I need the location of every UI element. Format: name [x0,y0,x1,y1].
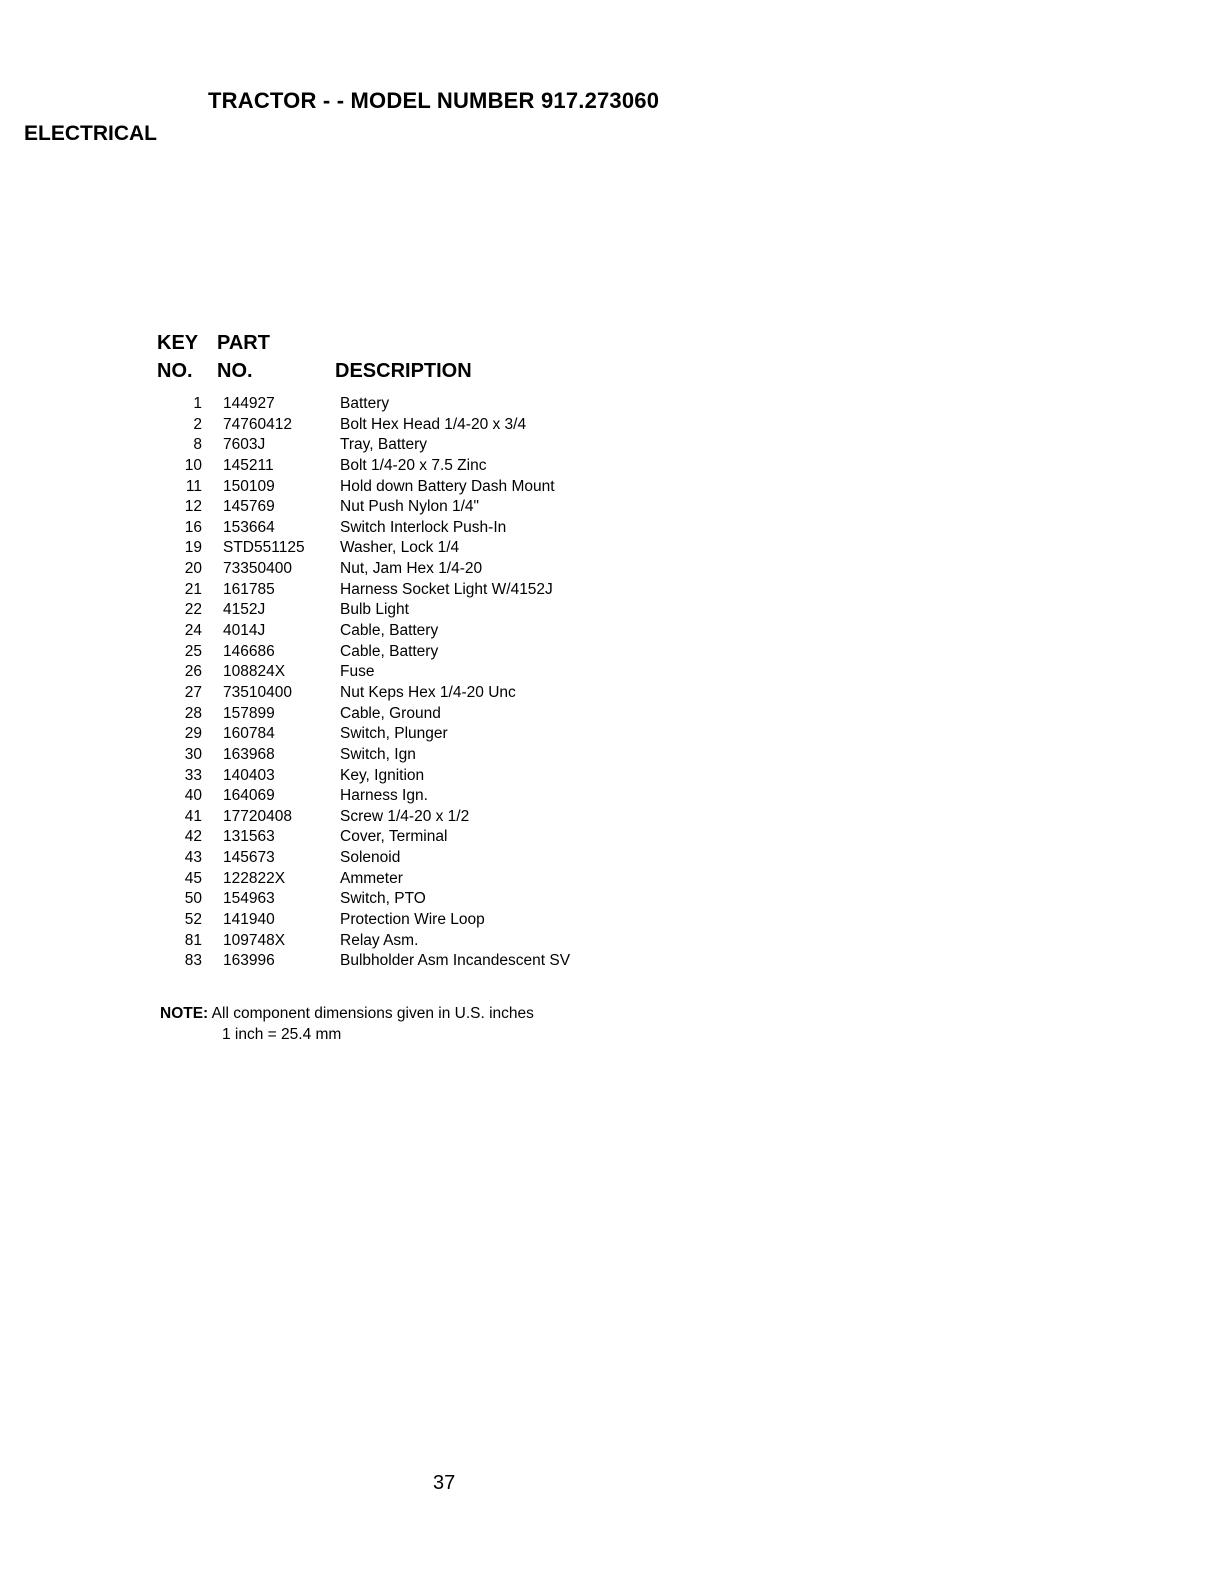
key-no-cell: 42 [184,828,202,846]
description-cell: Nut, Jam Hex 1/4-20 [340,560,483,578]
description-cell: Battery [340,395,390,412]
key-no-cell: 30 [184,745,202,763]
description-cell: Tray, Battery [340,436,427,454]
description-cell: Fuse [340,663,375,681]
part-no-cell: 73510400 [223,683,292,701]
description-cell: Screw 1/4-20 x 1/2 [340,807,470,825]
key-no-cell: 24 [184,622,202,640]
description-cell: Cable, Battery [340,622,439,640]
description-cell: Protection Wire Loop [340,911,485,929]
description-cell: Nut Push Nylon 1/4" [340,498,480,516]
part-no-cell: 74760412 [223,415,292,433]
note-line1 [160,1003,534,1024]
key-no-cell: 22 [184,601,202,619]
key-no-cell: 45 [184,869,202,887]
key-no-header-line2: NO. [157,360,193,382]
table-row [0,394,700,415]
description-cell: Ammeter [340,869,403,887]
key-no-cell: 2 [193,415,202,433]
table-row [0,662,700,683]
key-no-cell: 81 [184,931,202,949]
page-title: TRACTOR - - MODEL NUMBER 917.273060 [208,88,660,113]
key-no-cell: 41 [184,807,202,825]
table-row [0,745,700,766]
table-row [0,415,700,436]
description-cell: Switch Interlock Push-In [340,518,507,536]
table-row [0,766,700,787]
part-no-cell: 17720408 [223,807,292,825]
key-no-cell: 8 [193,436,202,454]
table-row [0,786,700,807]
part-no-cell: 141940 [223,911,275,929]
table-row [0,683,700,704]
key-no-cell: 83 [184,952,202,970]
table-row [0,704,700,725]
part-no-cell: 163968 [223,745,275,763]
description-cell: Key, Ignition [340,766,425,784]
note-line2: 1 inch = 25.4 mm [222,1026,342,1043]
table-row [0,951,700,972]
table-row [0,559,700,580]
part-no-cell: 4014J [223,622,266,640]
table-row [0,538,700,559]
part-no-cell: 131563 [223,828,275,846]
table-row [0,910,700,931]
table-row [0,456,700,477]
key-no-cell: 40 [184,787,202,805]
description-cell: Cable, Ground [340,704,441,722]
table-row [0,848,700,869]
part-no-cell: 145673 [223,849,275,867]
key-no-cell: 19 [184,539,202,557]
description-cell: Switch, Plunger [340,725,448,743]
part-no-cell: 150109 [223,477,275,495]
part-no-cell: 145211 [223,456,274,474]
description-cell: Solenoid [340,849,401,867]
table-row [0,580,700,601]
part-no-cell: 153664 [223,518,275,536]
part-no-cell: 140403 [223,766,275,784]
key-no-cell: 20 [184,560,202,578]
description-cell: Relay Asm. [340,931,419,949]
key-no-cell: 50 [184,890,202,908]
key-no-cell: 29 [184,725,202,743]
description-cell: Harness Socket Light W/4152J [340,580,553,598]
table-row [0,869,700,890]
key-no-cell: 43 [184,849,202,867]
key-no-cell: 21 [184,580,202,598]
key-no-header-line1: KEY [157,332,199,354]
table-row [0,889,700,910]
table-row [0,477,700,498]
part-no-cell: 144927 [223,395,275,412]
part-no-cell: 4152J [223,601,266,619]
part-no-cell: 145769 [223,498,275,516]
page-number: 37 [433,1472,456,1494]
table-row [0,642,700,663]
key-no-cell: 25 [184,642,202,660]
part-no-cell: STD551125 [223,539,305,557]
key-no-cell: 1 [193,395,202,412]
part-no-cell: 109748X [223,931,286,949]
table-row [0,435,700,456]
part-no-cell: 161785 [223,580,275,598]
key-no-cell: 27 [184,683,202,701]
parts-list [0,394,700,972]
description-cell: Bolt 1/4-20 x 7.5 Zinc [340,456,487,474]
part-no-cell: 164069 [223,787,275,805]
table-row [0,931,700,952]
description-cell: Washer, Lock 1/4 [340,539,460,557]
part-no-cell: 7603J [223,436,266,454]
note-label: NOTE: [160,1005,209,1022]
part-no-cell: 108824X [223,663,286,681]
key-no-cell: 16 [184,518,202,536]
key-no-cell: 26 [184,663,202,681]
description-cell: Hold down Battery Dash Mount [340,477,555,495]
table-row [0,827,700,848]
description-cell: Harness Ign. [340,787,428,805]
table-row [0,497,700,518]
part-no-cell: 160784 [223,725,275,743]
description-cell: Bulb Light [340,601,409,619]
key-no-cell: 52 [184,911,202,929]
description-cell: Cover, Terminal [340,828,448,846]
table-row [0,807,700,828]
section-title: ELECTRICAL [24,122,157,145]
part-no-cell: 157899 [223,704,275,722]
part-no-header-line1: PART [217,332,270,354]
part-no-cell: 163996 [223,952,275,970]
table-row [0,600,700,621]
key-no-cell: 12 [184,498,202,516]
key-no-cell: 11 [185,477,202,495]
table-row [0,518,700,539]
key-no-cell: 28 [184,704,202,722]
description-header: DESCRIPTION [335,360,472,382]
part-no-header-line2: NO. [217,360,253,382]
table-row [0,724,700,745]
description-cell: Cable, Battery [340,642,439,660]
table-row [0,621,700,642]
description-cell: Bulbholder Asm Incandescent SV [340,952,571,970]
part-no-cell: 146686 [223,642,275,660]
note-text: All component dimensions given in U.S. inches [211,1005,534,1022]
key-no-cell: 10 [184,456,202,474]
description-cell: Switch, Ign [340,745,416,763]
key-no-cell: 33 [184,766,202,784]
description-cell: Bolt Hex Head 1/4-20 x 3/4 [340,415,527,433]
description-cell: Nut Keps Hex 1/4-20 Unc [340,683,516,701]
part-no-cell: 73350400 [223,560,292,578]
description-cell: Switch, PTO [340,890,426,908]
part-no-cell: 122822X [223,869,286,887]
part-no-cell: 154963 [223,890,275,908]
